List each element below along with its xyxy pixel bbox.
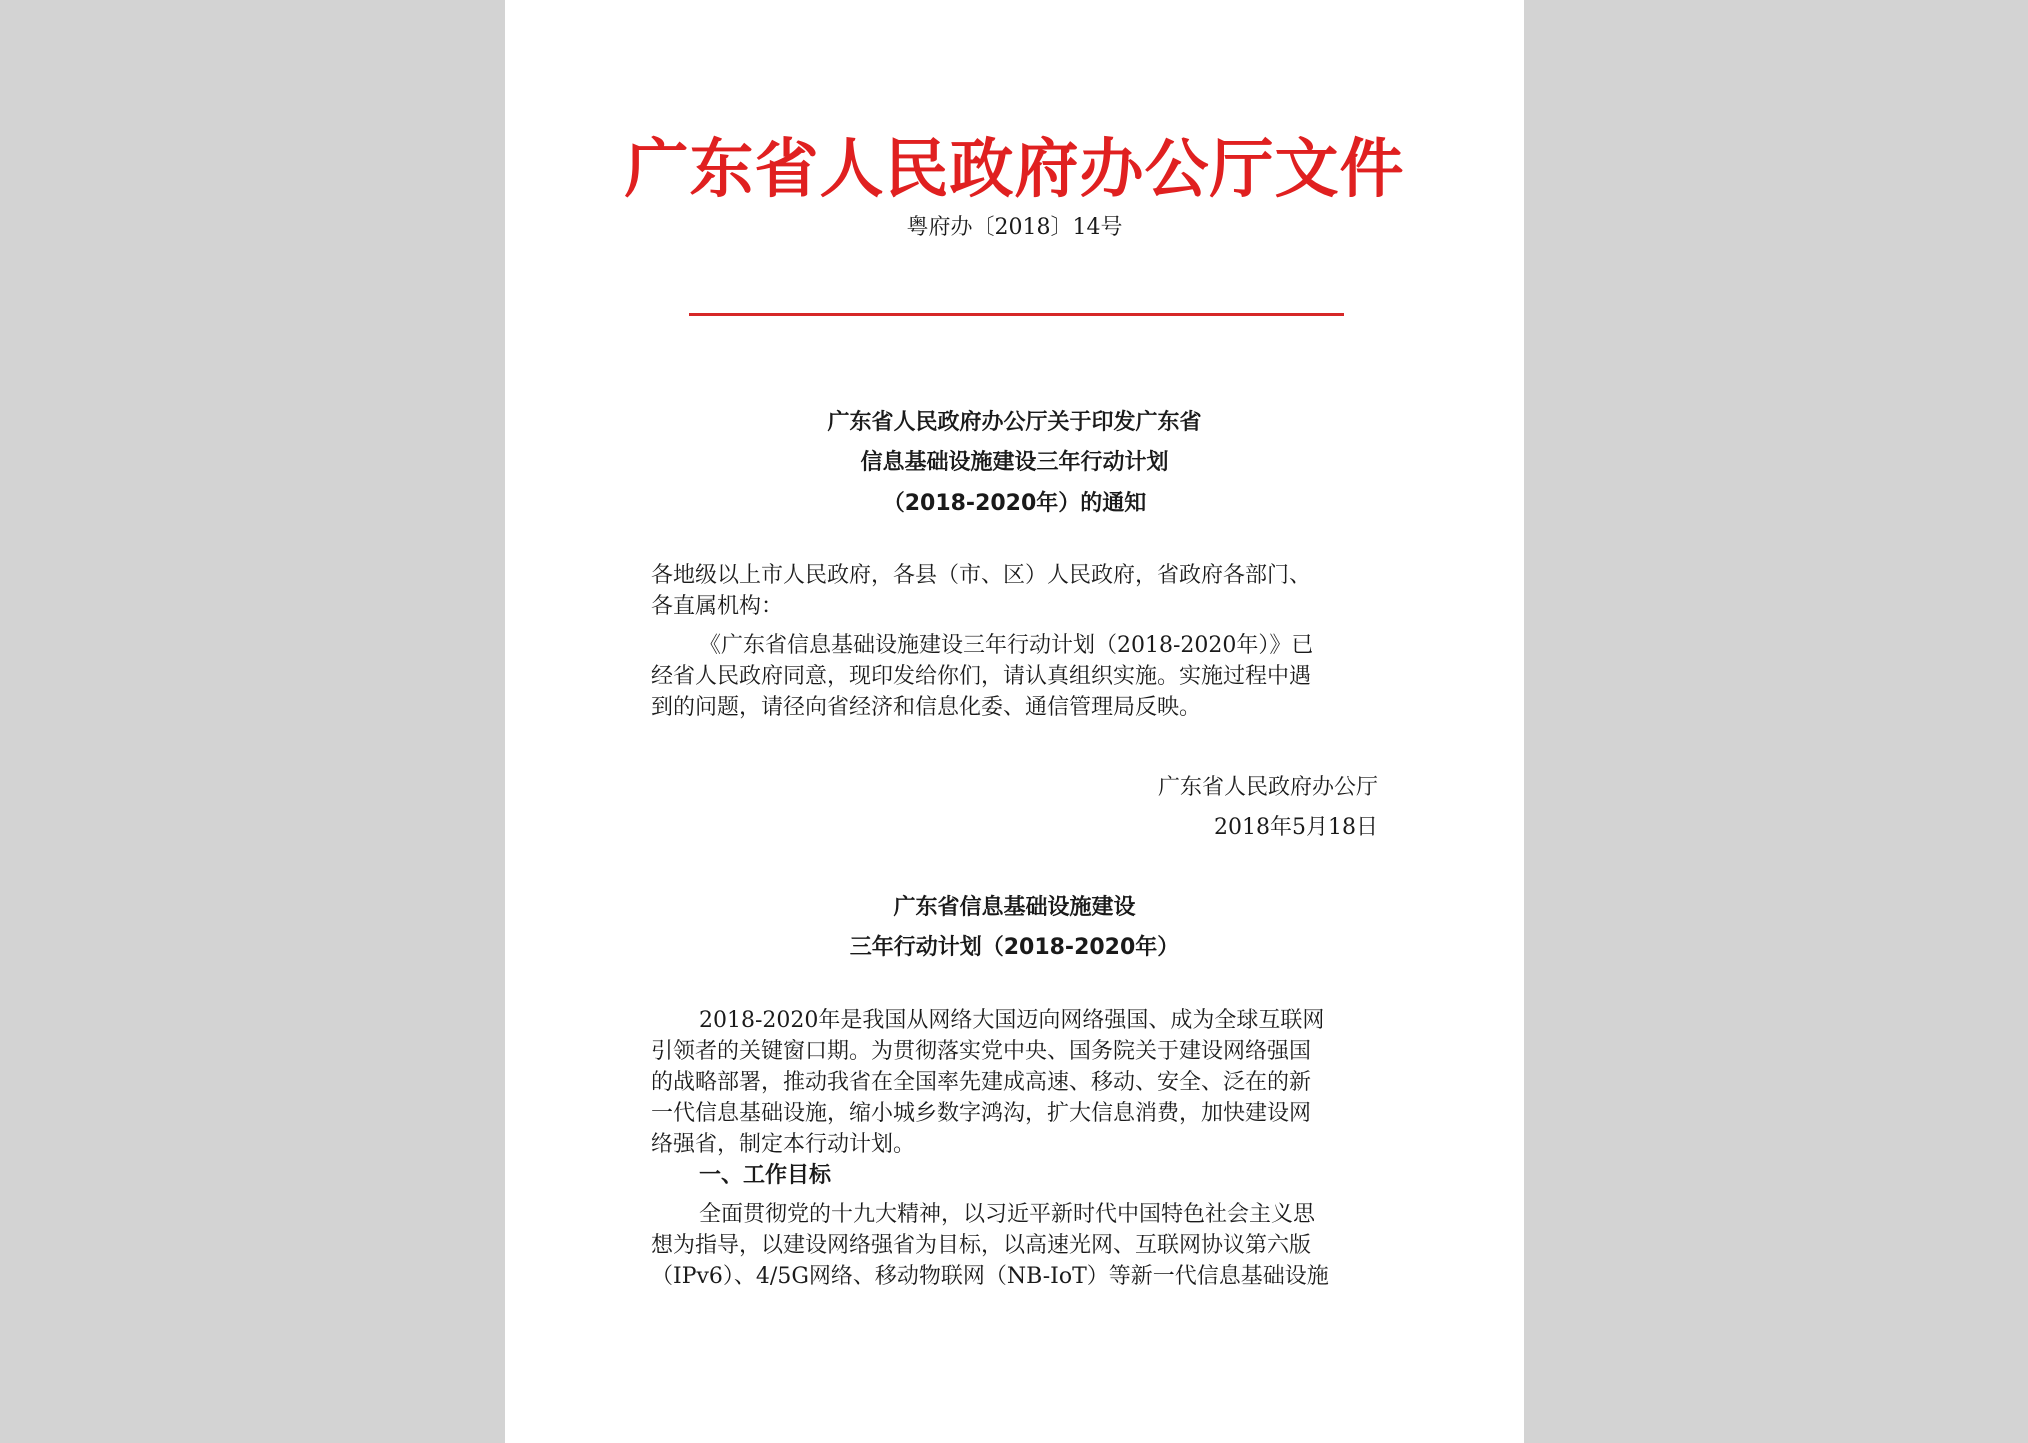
body-paragraph-line: 《广东省信息基础设施建设三年行动计划（2018-2020年）》已 xyxy=(699,633,1314,658)
signature-org: 广东省人民政府办公厅 xyxy=(1157,775,1378,800)
intro-paragraph-line: 2018-2020年是我国从网络大国迈向网络强国、成为全球互联网 xyxy=(699,1008,1325,1033)
notice-title-line: 广东省人民政府办公厅关于印发广东省 xyxy=(827,410,1202,435)
section-heading: 一、工作目标 xyxy=(699,1163,832,1188)
red-divider xyxy=(689,313,1344,316)
signature-date: 2018年5月18日 xyxy=(1214,815,1378,840)
section-paragraph-line: （IPv6）、4/5G网络、移动物联网（NB-IoT）等新一代信息基础设施 xyxy=(651,1264,1329,1289)
document-page xyxy=(505,0,1524,1443)
document-number: 粤府办〔2018〕14号 xyxy=(906,215,1123,240)
plan-title-line: 广东省信息基础设施建设 xyxy=(893,895,1136,920)
notice-title-line: 信息基础设施建设三年行动计划 xyxy=(860,450,1169,475)
notice-title-line: （2018-2020年）的通知 xyxy=(882,491,1147,516)
plan-title-line: 三年行动计划（2018-2020年） xyxy=(849,935,1180,960)
body-paragraph-line: 到的问题，请径向省经济和信息化委、通信管理局反映。 xyxy=(651,695,1202,720)
section-paragraph-line: 全面贯彻党的十九大精神，以习近平新时代中国特色社会主义思 xyxy=(699,1202,1316,1227)
section-paragraph-line: 想为指导，以建设网络强省为目标，以高速光网、互联网协议第六版 xyxy=(651,1233,1312,1258)
intro-paragraph-line: 络强省，制定本行动计划。 xyxy=(651,1132,916,1157)
addressee-line: 各直属机构： xyxy=(651,594,784,619)
body-paragraph-line: 经省人民政府同意，现印发给你们，请认真组织实施。实施过程中遇 xyxy=(651,664,1312,689)
red-header-title: 广东省人民政府办公厅文件 xyxy=(624,133,1405,207)
addressee-line: 各地级以上市人民政府，各县（市、区）人民政府，省政府各部门、 xyxy=(651,563,1312,588)
intro-paragraph-line: 的战略部署，推动我省在全国率先建成高速、移动、安全、泛在的新 xyxy=(651,1070,1312,1095)
intro-paragraph-line: 一代信息基础设施，缩小城乡数字鸿沟，扩大信息消费，加快建设网 xyxy=(651,1101,1312,1126)
intro-paragraph-line: 引领者的关键窗口期。为贯彻落实党中央、国务院关于建设网络强国 xyxy=(651,1039,1312,1064)
